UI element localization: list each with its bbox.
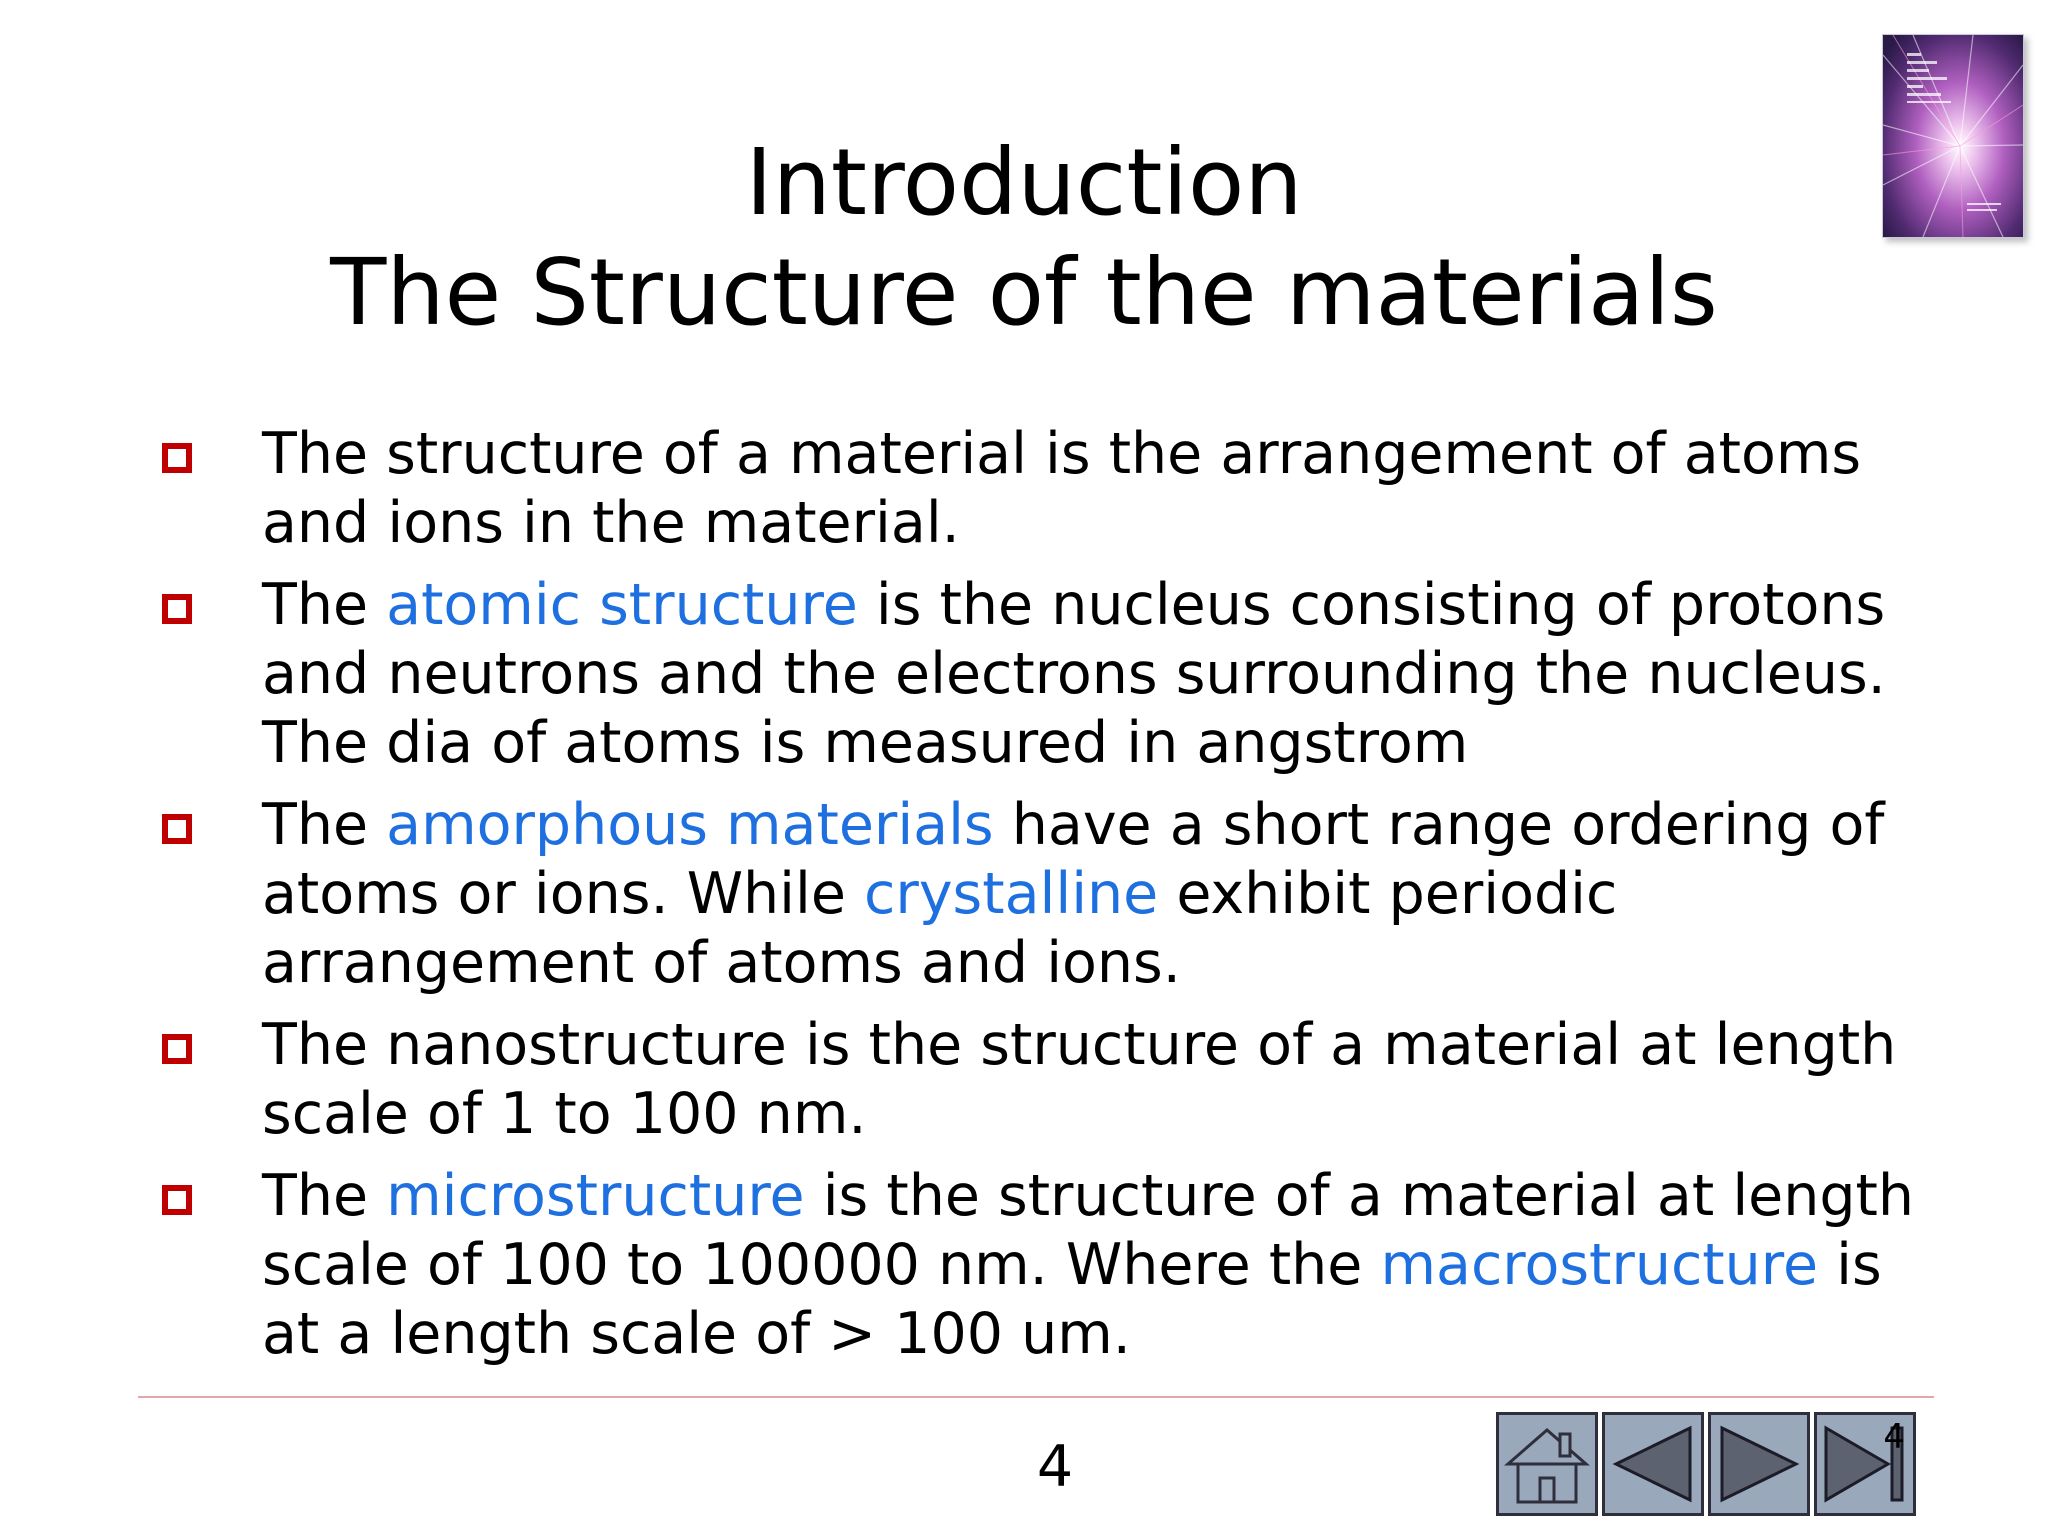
last-slide-button[interactable] <box>1814 1412 1916 1516</box>
square-bullet-icon <box>162 594 192 624</box>
bullet-text: exhibit periodic arrangement of atoms and ions. <box>262 861 1618 996</box>
highlighted-term: macrostructure <box>1380 1232 1819 1298</box>
home-icon <box>1504 1420 1590 1508</box>
page-number: 4 <box>1036 1434 1074 1500</box>
bullet-text: is the nucleus consisting of protons and neutrons and the electrons surrounding the nucleus. The dia of atoms is measured in angstrom <box>262 572 1886 776</box>
highlighted-term: microstructure <box>386 1163 805 1229</box>
slide-title <box>0 128 2048 348</box>
bullet-list <box>160 420 1920 1382</box>
bullet-text: The structure of a material is the arrangement of atoms and ions in the material. <box>262 421 1862 556</box>
bullet-item <box>160 1011 1920 1149</box>
bullet-text: The nanostructure is the structure of a material at length scale of 1 to 100 nm. <box>262 1012 1897 1147</box>
bullet-item <box>160 791 1920 998</box>
bullet-text: is the structure of a material at length scale of 100 to 100000 nm. Where the <box>262 1163 1915 1298</box>
square-bullet-icon <box>162 1185 192 1215</box>
nav-page-number: 4 <box>1883 1417 1905 1457</box>
bullet-text: have a short range ordering of atoms or ions. While <box>262 792 1885 927</box>
bullet-item <box>160 571 1920 778</box>
bullet-item <box>160 1162 1920 1369</box>
square-bullet-icon <box>162 443 192 473</box>
title-line-1: Introduction <box>745 129 1303 236</box>
home-button[interactable] <box>1496 1412 1598 1516</box>
highlighted-term: amorphous materials <box>386 792 994 858</box>
triangle-right-icon <box>1716 1420 1802 1508</box>
highlighted-term: atomic structure <box>386 572 858 638</box>
footer-divider <box>138 1396 1934 1398</box>
square-bullet-icon <box>162 814 192 844</box>
bullet-text: The <box>262 1163 387 1229</box>
highlighted-term: crystalline <box>864 861 1159 927</box>
square-bullet-icon <box>162 1034 192 1064</box>
title-line-2: The Structure of the materials <box>330 239 1718 346</box>
previous-slide-button[interactable] <box>1602 1412 1704 1516</box>
triangle-left-icon <box>1610 1420 1696 1508</box>
bullet-item <box>160 420 1920 558</box>
bullet-text: is at a length scale of > 100 um. <box>262 1232 1882 1367</box>
bullet-text: The <box>262 792 387 858</box>
bullet-text: The <box>262 572 387 638</box>
next-slide-button[interactable] <box>1708 1412 1810 1516</box>
slide-navigation <box>1496 1412 1916 1516</box>
